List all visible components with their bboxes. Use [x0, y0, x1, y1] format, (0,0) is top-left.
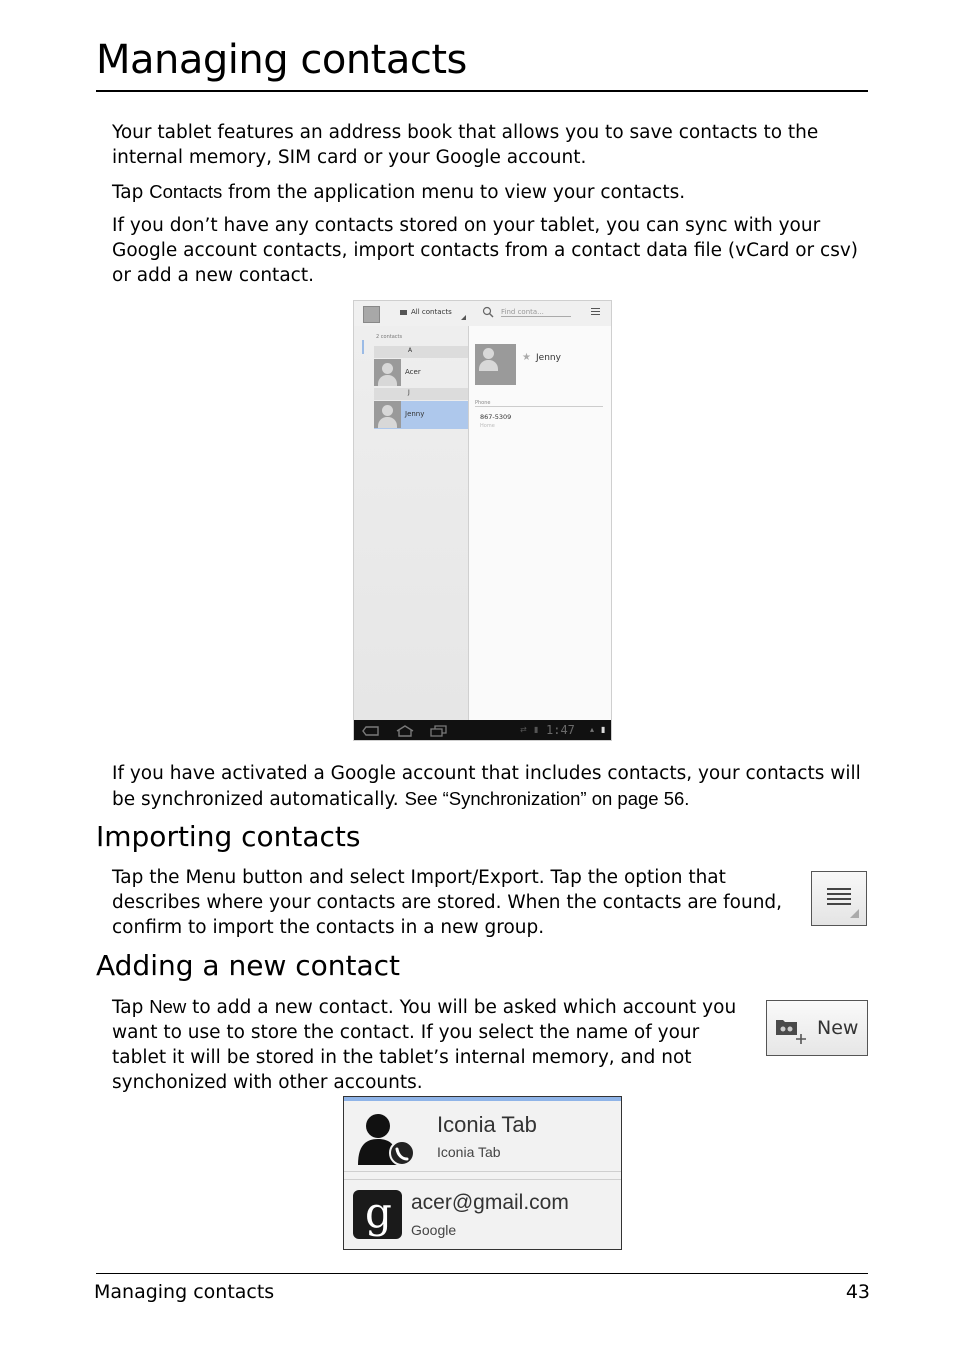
account-subtitle: Google: [411, 1222, 457, 1238]
phone-header: Phone: [475, 400, 603, 407]
contact-list-pane: [354, 326, 469, 720]
add-contact-folder-icon: [775, 1016, 807, 1044]
contact-row-jenny[interactable]: Jenny: [374, 401, 468, 429]
filter-label[interactable]: All contacts: [411, 308, 452, 316]
intro-paragraph-1: Your tablet features an address book that allows you to save contacts to the internal memory, SIM card or your Google account.: [112, 122, 819, 168]
contacts-action-bar: [354, 301, 612, 327]
menu-button[interactable]: [811, 871, 867, 926]
scroll-indicator[interactable]: [362, 340, 364, 354]
search-icon[interactable]: [482, 306, 494, 318]
home-icon[interactable]: [396, 725, 414, 737]
system-bar: [354, 720, 612, 741]
phone-number[interactable]: 867-5309: [480, 413, 512, 421]
account-subtitle: Iconia Tab: [437, 1144, 501, 1160]
google-icon: g: [353, 1190, 402, 1239]
section-header-j: J: [374, 388, 468, 400]
page-number: 43: [845, 1281, 870, 1303]
synchronization-link[interactable]: See “Synchronization” on page 56.: [404, 788, 690, 809]
footer-divider: [96, 1273, 868, 1274]
account-row-iconia[interactable]: [344, 1101, 622, 1172]
intro-paragraph-3: If you don’t have any contacts stored on your tablet, you can sync with your Google account contacts, import contacts from a contact data file (vCard or csv) or add a new contact.: [112, 215, 859, 286]
new-contact-button[interactable]: [766, 1000, 868, 1056]
contact-row-acer[interactable]: Acer: [374, 359, 468, 387]
adding-paragraph: Tap New to add a new contact. You will be asked which account you want to use to store the contact. If you select the name of your tablet it will be stored in the tablet’s internal memory, and not synchonized with other accounts.: [112, 996, 737, 1093]
importing-paragraph: Tap the Menu button and select Import/Export. Tap the option that describes where your contacts are stored. When the contacts are found, confirm to import the contacts in a new group.: [112, 867, 783, 938]
overflow-menu-icon[interactable]: [591, 308, 600, 317]
recent-apps-icon[interactable]: [430, 725, 448, 737]
usb-icon: ⇄: [520, 725, 527, 734]
account-chooser: [343, 1096, 622, 1250]
account-row-google[interactable]: [344, 1179, 622, 1250]
search-input[interactable]: Find conta...: [501, 308, 571, 317]
account-title: acer@gmail.com: [411, 1191, 569, 1214]
back-icon[interactable]: [362, 726, 380, 736]
dropdown-corner-icon: [461, 315, 466, 320]
intro-paragraph-2: Tap Contacts from the application menu to view your contacts.: [112, 181, 686, 203]
detail-name: Jenny: [536, 353, 561, 363]
clock: 1:47: [546, 723, 575, 737]
contact-avatar: [374, 359, 401, 386]
corner-indicator-icon: [850, 909, 859, 918]
phone-type: Home: [480, 423, 495, 429]
menu-icon: [827, 888, 851, 906]
contact-detail-pane: [469, 326, 612, 720]
contact-avatar: [374, 401, 401, 428]
section-header-a: A: [374, 346, 468, 358]
detail-avatar: [475, 344, 516, 385]
footer-section: Managing contacts: [94, 1281, 275, 1303]
page-title: Managing contacts: [96, 36, 868, 92]
account-title: Iconia Tab: [437, 1112, 537, 1137]
star-icon[interactable]: ★: [522, 352, 531, 363]
contact-phone-icon: [354, 1109, 430, 1171]
signal-icon: ▴: [590, 725, 595, 734]
folder-icon: [400, 310, 407, 315]
contacts-screenshot: [353, 300, 612, 741]
contacts-app-icon: [363, 306, 380, 323]
contact-count: 2 contacts: [376, 334, 403, 340]
new-label: New: [817, 1017, 859, 1039]
importing-heading: Importing contacts: [96, 820, 361, 853]
wifi-icon: ▮: [534, 725, 539, 734]
sync-paragraph: If you have activated a Google account that includes contacts, your contacts will be synchronized automatically. See “Synchronization” on page 56.: [112, 763, 861, 810]
adding-heading: Adding a new contact: [96, 949, 401, 982]
new-term: New: [149, 996, 187, 1017]
contacts-term: Contacts: [149, 181, 223, 202]
battery-icon: ▮: [601, 725, 606, 734]
